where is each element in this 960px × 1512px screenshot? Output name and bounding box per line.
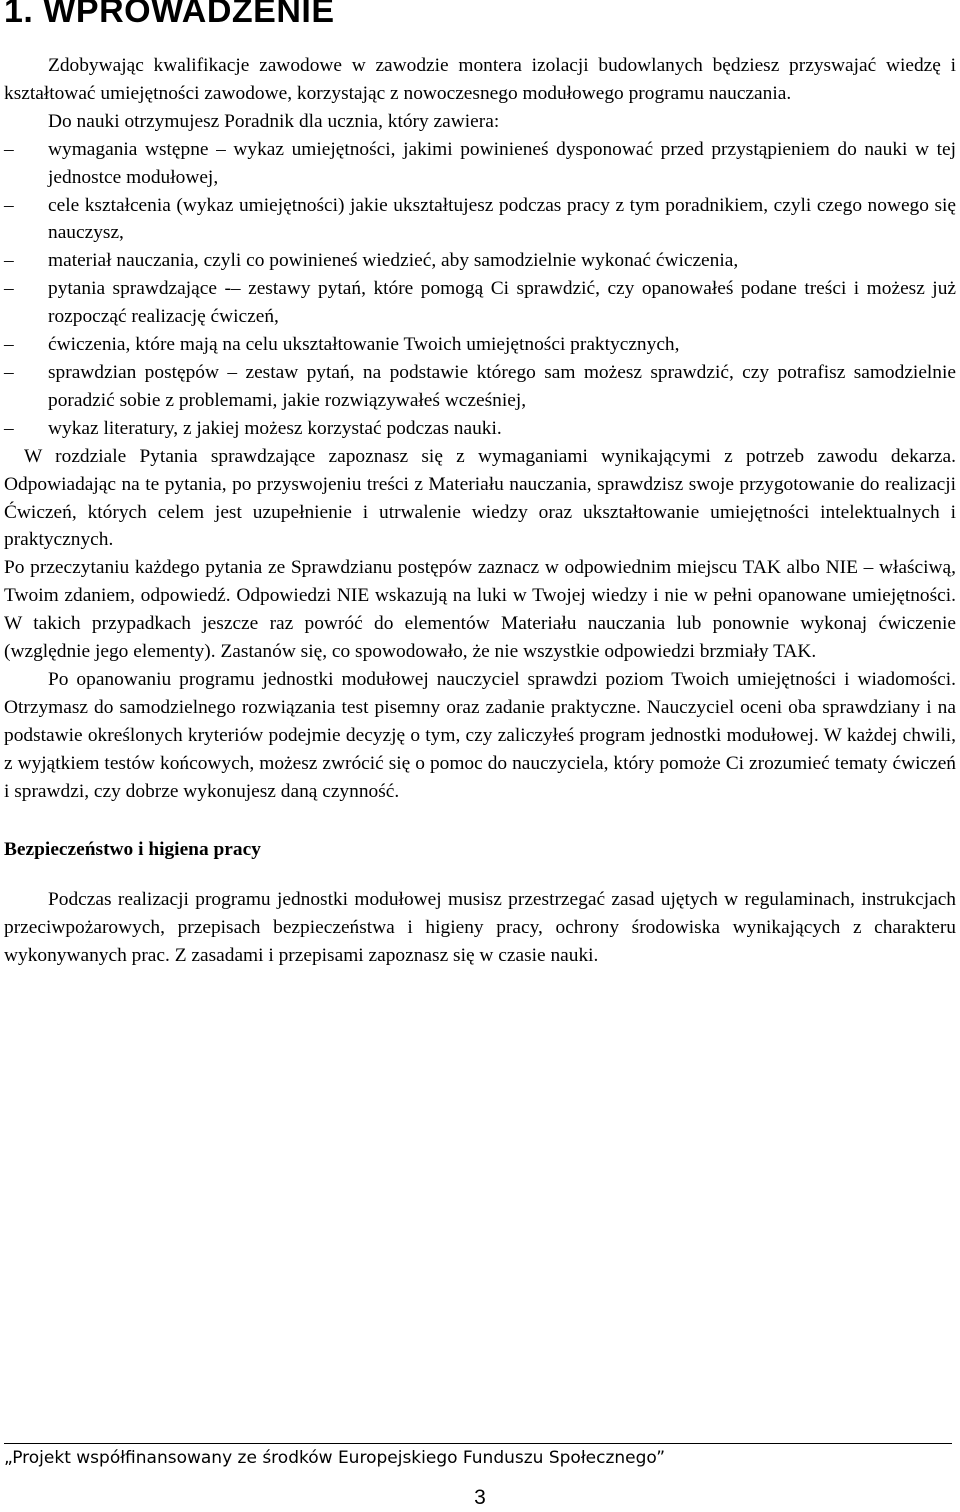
contents-list bbox=[4, 136, 956, 443]
dash-bullet: – bbox=[4, 138, 14, 160]
list-item-text: materiał nauczania, czyli co powinieneś wiedzieć, aby samodzielnie wykonać ćwiczenia, bbox=[48, 250, 739, 272]
list-item bbox=[4, 247, 956, 275]
intro-paragraph: Zdobywając kwalifikacje zawodowe w zawodzie montera izolacji budowlanych będziesz przyswajać wiedzę i kształtować umiejętności zawodowe, korzystając z nowoczesnego modułowego programu nauczania. bbox=[4, 55, 956, 104]
list-item-text: ćwiczenia, które mają na celu ukształtowanie Twoich umiejętności praktycznych, bbox=[48, 334, 680, 356]
list-item-text: pytania sprawdzające -– zestawy pytań, które pomogą Ci sprawdzić, czy opanowałeś podane treści i możesz już rozpocząć realizację ćwiczeń, bbox=[48, 278, 956, 328]
list-item-text: sprawdzian postępów – zestaw pytań, na podstawie którego sam możesz sprawdzić, czy potrafisz samodzielnie poradzić sobie z problemami, jakie rozwiązywałeś wcześniej, bbox=[48, 361, 956, 411]
body-paragraph: Po przeczytaniu każdego pytania ze Sprawdzianu postępów zaznacz w odpowiednim miejscu TAK albo NIE – właściwą, Twoim zdaniem, odpowiedź. Odpowiedzi NIE wskazują na luki w Twojej wiedzy i nie w pełni opanowane umiejętności. W takich przypadkach jeszcze raz powróć do elementów Materiału nauczania lub ponownie wykonaj ćwiczenie (względnie jego elementy). Zastanów się, co spowodowało, że nie wszystkie odpowiedzi brzmiały TAK. bbox=[4, 557, 956, 663]
list-item bbox=[4, 192, 956, 248]
list-item bbox=[4, 275, 956, 331]
section-heading: Bezpieczeństwo i higiena pracy bbox=[4, 839, 261, 861]
dash-bullet: – bbox=[4, 194, 14, 216]
dash-bullet: – bbox=[4, 278, 14, 300]
list-item-text: wymagania wstępne – wykaz umiejętności, jakimi powinieneś dysponować przed przystąpieniem do nauki w tej jednostce modułowej, bbox=[48, 138, 956, 188]
dash-bullet: – bbox=[4, 334, 14, 356]
dash-bullet: – bbox=[4, 361, 14, 383]
list-item-text: cele kształcenia (wykaz umiejętności) jakie ukształtujesz podczas pracy z tym poradnikiem, czyli czego nowego się nauczysz, bbox=[48, 194, 956, 244]
page-number: 3 bbox=[474, 1486, 486, 1509]
body-paragraph: W rozdziale Pytania sprawdzające zapoznasz się z wymaganiami wynikającymi z potrzeb zawodu dekarza. Odpowiadając na te pytania, po przyswojeniu treści z Materiału nauczania, sprawdzisz swoje przygotowanie do realizacji Ćwiczeń, których celem jest uzupełnienie i utrwalenie wiedzy oraz ukształtowanie umiejętności intelektualnych i praktycznych. bbox=[4, 445, 956, 551]
list-item bbox=[4, 136, 956, 192]
dash-bullet: – bbox=[4, 417, 14, 439]
list-item bbox=[4, 331, 956, 359]
document-body bbox=[4, 52, 956, 970]
footer-note: „Projekt współfinansowany ze środków Europejskiego Funduszu Społecznego” bbox=[4, 1448, 666, 1468]
dash-bullet: – bbox=[4, 250, 14, 272]
section-paragraph: Podczas realizacji programu jednostki modułowej musisz przestrzegać zasad ujętych w regulaminach, instrukcjach przeciwpożarowych, przepisach bezpieczeństwa i higieny pracy, ochrony środowiska wynikających z charakteru wykonywanych prac. Z zasadami i przepisami zapoznasz się w czasie nauki. bbox=[4, 889, 956, 967]
list-item bbox=[4, 415, 956, 443]
footer-divider bbox=[4, 1443, 952, 1444]
intro-lead-in: Do nauki otrzymujesz Poradnik dla ucznia, który zawiera: bbox=[48, 110, 500, 132]
list-item-text: wykaz literatury, z jakiej możesz korzystać podczas nauki. bbox=[48, 417, 502, 439]
body-paragraph: Po opanowaniu programu jednostki modułowej nauczyciel sprawdzi poziom Twoich umiejętności i wiadomości. Otrzymasz do samodzielnego rozwiązania test pisemny oraz zadanie praktyczne. Nauczyciel oceni oba sprawdziany i na podstawie określonych kryteriów podejmie decyzję o tym, czy zaliczyłeś program jednostki modułowej. W każdej chwili, z wyjątkiem testów końcowych, możesz zwrócić się o pomoc do nauczyciela, który pomoże Ci zrozumieć tematy ćwiczeń i sprawdzi, czy dobrze wykonujesz daną czynność. bbox=[4, 668, 956, 802]
page-title: 1. WPROWADZENIE bbox=[4, 0, 335, 30]
list-item bbox=[4, 359, 956, 415]
